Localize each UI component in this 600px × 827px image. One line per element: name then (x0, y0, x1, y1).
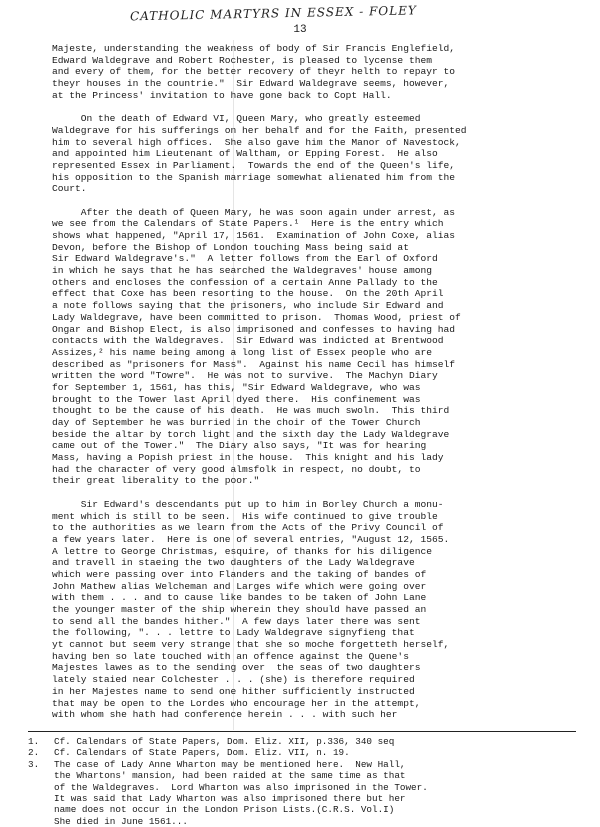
text-line: his opposition to the Spanish marriage somewhat alienated him from the (52, 171, 456, 183)
text-line: theyr houses in the countrie." Sir Edward Waldegrave seems, however, (52, 78, 450, 90)
text-line: came out of the Tower." The Diary also says, "It was for hearing (52, 440, 427, 452)
text-line: to send all the bandes hither." A few days later there was sent (52, 615, 421, 627)
text-line: and travell in staeing the two daughters of the Lady Waldegrave (52, 557, 415, 569)
footnotes (28, 736, 588, 827)
text-line: After the death of Queen Mary, he was soon again under arrest, as (52, 206, 456, 218)
text-line: On the death of Edward VI, Queen Mary, who greatly esteemed (52, 113, 421, 125)
footnote-marker: 1. (28, 736, 40, 747)
text-line: yt cannot but seem very strange that she so moche forgetteth herself, (52, 639, 450, 651)
footnote-line (28, 816, 588, 827)
text-line: with them . . . and to cause like bandes to be taken of John Lane (52, 592, 427, 604)
text-line: having ben so late touched with an offence against the Quene's (52, 650, 409, 662)
text-line: Edward Waldegrave and Robert Rochester, is pleased to lycense them (52, 54, 432, 66)
footnote-line (28, 747, 588, 758)
text-line: in her Majestes name to send one hither sufficiently instructed (52, 685, 415, 697)
footnote-line (28, 782, 588, 793)
footnote-text: name does not occur in the London Prison Lists.(C.R.S. Vol.I) (54, 804, 395, 816)
text-line: thought to be the cause of his death. He was much swoln. This third (52, 405, 450, 417)
text-line: we see from the Calendars of State Papers.¹ Here is the entry which (52, 218, 444, 230)
handwritten-annotation: CATHOLIC MARTYRS IN ESSEX - FOLEY (129, 3, 417, 24)
paragraph-gap (52, 195, 572, 207)
footnote-line (28, 770, 588, 781)
text-line: Mass, having a Popish priest in the house. This knight and his lady (52, 452, 444, 464)
text-line: a few years later. Here is one of several entries, "August 12, 1565. (52, 533, 450, 545)
text-line: day of September he was burried in the choir of the Tower Church (52, 417, 421, 428)
text-line: Lady Waldegrave, have been committed to prison. Thomas Wood, priest of (52, 311, 461, 323)
footnote-text: She died in June 1561... (54, 815, 188, 827)
text-line: Majeste, understanding the weakness of body of Sir Francis Englefield, (52, 43, 456, 54)
text-line: described as "prisoners for Mass". Against his name Cecil has himself (52, 358, 456, 370)
footnote-line (28, 736, 588, 747)
footnote-text: of the Waldegraves. Lord Wharton was also imprisoned in the Tower. (54, 781, 428, 793)
footnote-text: It was said that Lady Wharton was also imprisoned there but her (54, 792, 406, 804)
text-line: Sir Edward Waldegrave's." A letter follows from the Earl of Oxford (52, 253, 438, 265)
text-line: ment which is still to be seen. His wife continued to give trouble (52, 510, 438, 522)
text-line: had the character of very good almsfolk in respect, no doubt, to (52, 463, 421, 475)
text-line: represented Essex in Parliament. Towards the end of the Queen's life, (52, 159, 456, 171)
paragraph-gap (52, 101, 572, 113)
text-line: at the Princess' invitation to have gone back to Copt Hall. (52, 89, 392, 101)
footnote-text: the Whartons' mansion, had been raided at the same time as that (54, 770, 406, 782)
page-number: 13 (293, 24, 307, 36)
text-line: their great liberality to the poor." (52, 475, 260, 487)
text-line: John Mathew alias Welcheman and Larges wife which were going over (52, 580, 427, 592)
footnote-text: Cf. Calendars of State Papers, Dom. Eliz. XII, p.336, 340 seq (54, 736, 395, 747)
text-line: A lettre to George Christmas, esquire, of thanks for his diligence (52, 545, 432, 557)
text-line: Waldegrave for his sufferings on her behalf and for the Faith, presented (52, 124, 467, 136)
footnote-line (28, 793, 588, 804)
text-line: others and encloses the confession of a certain Anne Pallady to the (52, 276, 438, 288)
text-line: the following, ". . . lettre to Lady Waldegrave signyfieng that (52, 627, 415, 639)
text-line: and appointed him Lieutenant of Waltham, or Epping Forest. He also (52, 148, 438, 160)
paragraph-gap (52, 487, 572, 499)
text-line: Ongar and Bishop Elect, is also imprisoned and confesses to having had (52, 323, 456, 335)
text-line: in which he says that he has searched the Waldegraves' house among (52, 265, 432, 277)
text-line: which were passing over into Flanders and the taking of bandes of (52, 568, 427, 580)
text-line: a note follows saying that the prisoners, who include Sir Edward and (52, 300, 444, 312)
text-line: lately staied near Colchester . . . (she) is therefore required (52, 674, 415, 686)
footnote-text: Cf. Calendars of State Papers, Dom. Eliz. VII, n. 19. (54, 747, 350, 759)
text-line: to the authorities as we learn from the Acts of the Privy Council of (52, 522, 444, 534)
footnote-line (28, 804, 588, 815)
text-line: Sir Edward's descendants put up to him in Borley Church a monu- (52, 498, 444, 510)
text-line: Majestes lawes as to the sending over the seas of two daughters (52, 662, 421, 674)
text-line: Assizes,² his name being among a long list of Essex people who are (52, 346, 432, 358)
footnote-line (28, 759, 588, 770)
text-line: brought to the Tower last April dyed there. His confinement was (52, 393, 421, 405)
footnote-text: The case of Lady Anne Wharton may be mentioned here. New Hall, (54, 758, 406, 770)
text-line: him to several high offices. She also gave him the Manor of Navestock, (52, 136, 461, 148)
text-line: written the word "Towre". He was not to survive. The Machyn Diary (52, 370, 438, 382)
text-line: that may be open to the Lordes who encourage her in the attempt, (52, 697, 421, 709)
footnote-marker: 3. (28, 758, 40, 770)
text-line: Court. (52, 183, 87, 195)
text-line: Devon, before the Bishop of London touching Mass being said at (52, 241, 409, 253)
text-line: for September 1, 1561, has this, "Sir Edward Waldegrave, who was (52, 381, 421, 393)
text-line: with whom she hath had conference herein . . . with such her (52, 709, 398, 721)
text-line: contacts with the Waldegraves. Sir Edward was indicted at Brentwood (52, 335, 444, 347)
text-line: beside the altar by torch light and the sixth day the Lady Waldegrave (52, 428, 450, 440)
footnote-marker: 2. (28, 747, 40, 759)
text-line: effect that Coxe has been resorting to the house. On the 20th April (52, 288, 444, 300)
text-line: shows what happened, "April 17, 1561. Examination of John Coxe, alias (52, 230, 456, 241)
body-text (52, 43, 572, 721)
text-line: and every of them, for the better recovery of theyr helth to repayr to (52, 66, 456, 78)
footnote-rule (28, 731, 576, 732)
text-line: the younger master of the ship wherein they should have passed an (52, 604, 427, 615)
